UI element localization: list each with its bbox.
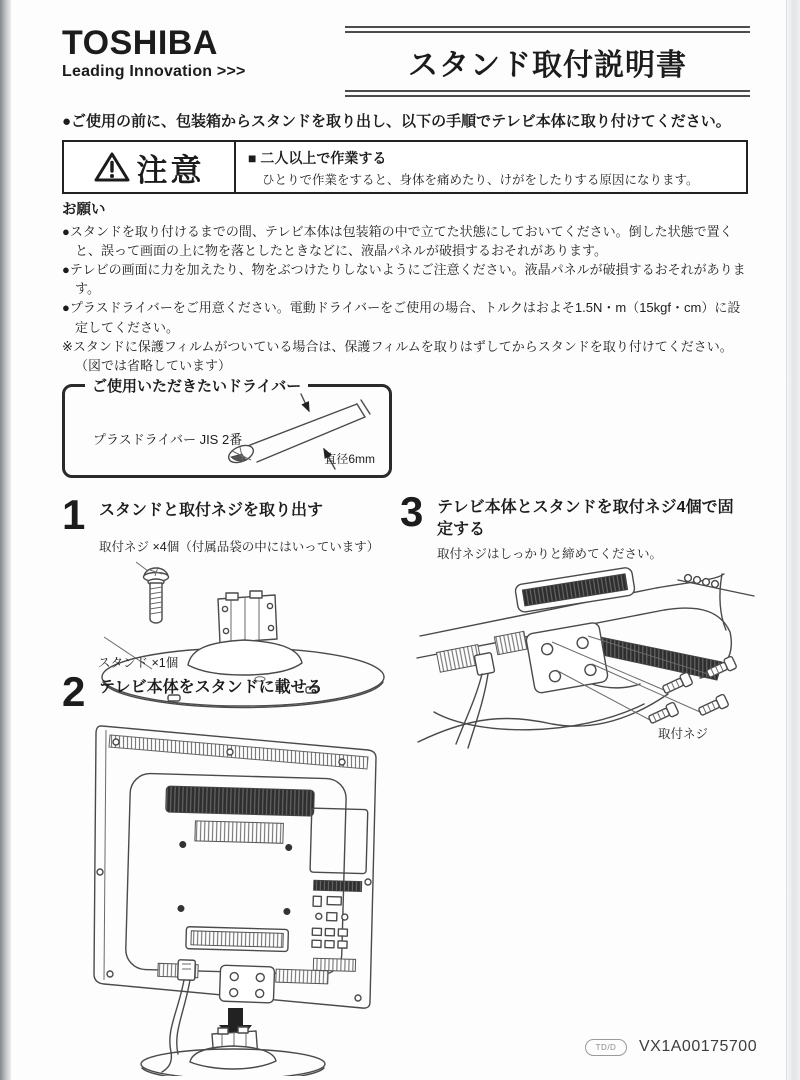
scan-edge-left — [0, 0, 11, 1080]
mounting-screws-label: 取付ネジ — [658, 727, 709, 742]
brand-tagline: Leading Innovation >>> — [62, 63, 246, 80]
driver-item-label: プラスドライバー JIS 2番 — [93, 432, 243, 447]
step-2 — [62, 668, 402, 1080]
footer-badge: TD/D — [585, 1039, 627, 1056]
intro-text: ●ご使用の前に、包装箱からスタンドを取り出し、以下の手順でテレビ本体に取り付けてください。 — [62, 113, 731, 130]
toshiba-logo: TOSHIBA — [62, 24, 218, 62]
title-rule-top — [345, 26, 750, 33]
title-rule-bottom — [345, 90, 750, 97]
diameter-label: 直径6mm — [324, 452, 375, 466]
scan-edge-right — [786, 0, 800, 1080]
step-1-number: 1 — [62, 491, 84, 538]
step-2-title: テレビ本体をスタンドに載せる — [99, 679, 323, 696]
caution-box — [62, 140, 748, 194]
stand-count-label: スタンド ×1個 — [98, 655, 179, 670]
request-heading: お願い — [62, 202, 106, 218]
caution-body: ひとりで作業をすると、身体を痛めたり、けがをしたりする原因になります。 — [262, 173, 699, 187]
caution-label-cell — [64, 142, 236, 192]
step-3-number: 3 — [400, 488, 422, 535]
request-item: ●スタンドを取り付けるまでの間、テレビ本体は包装箱の中で立てた状態にしておいてください。倒した状態で置くと、誤って画面の上に物を落としたときなどに、液晶パネルが破損するおそれがあります。 — [62, 224, 733, 259]
warning-icon — [94, 151, 130, 183]
step-2-number: 2 — [62, 668, 84, 715]
header — [62, 26, 750, 98]
request-item: ●テレビの画面に力を加えたり、物をぶつけたりしないようにご注意ください。液晶パネルが破損するおそれがあります。 — [62, 262, 746, 297]
step-1-title: スタンドと取付ネジを取り出す — [99, 502, 324, 519]
step-1-note: 取付ネジ ×4個（付属品袋の中にはいっています） — [99, 539, 380, 554]
step-3 — [400, 488, 760, 757]
step-3-illustration — [400, 562, 760, 757]
request-item: ※スタンドに保護フィルムがついている場合は、保護フィルムを取りはずしてからスタンドを取り付けてください。（図では省略しています） — [62, 338, 733, 373]
step-3-title: テレビ本体とスタンドを取付ネジ4個で固定する — [437, 499, 734, 538]
caution-word: 注意 — [136, 152, 205, 188]
step-2-illustration — [62, 710, 402, 1080]
document-code: VX1A00175700 — [639, 1038, 758, 1055]
request-section — [62, 198, 750, 375]
step-3-note: 取付ネジはしっかりと締めてください。 — [437, 547, 663, 562]
caution-heading: ■ 二人以上で作業する — [248, 150, 387, 166]
request-item: ●プラスドライバーをご用意ください。電動ドライバーをご使用の場合、トルクはおよそ1.5N・m（15kgf・cm）に設定してください。 — [62, 300, 741, 335]
driver-box — [62, 378, 392, 478]
driver-box-title: ご使用いただきたいドライバー — [85, 375, 308, 396]
title-band — [345, 26, 750, 97]
page-title: スタンド取付説明書 — [408, 49, 687, 82]
tv-rear-icon — [70, 712, 400, 1076]
caution-text-cell — [236, 142, 746, 192]
footer — [585, 1038, 757, 1056]
